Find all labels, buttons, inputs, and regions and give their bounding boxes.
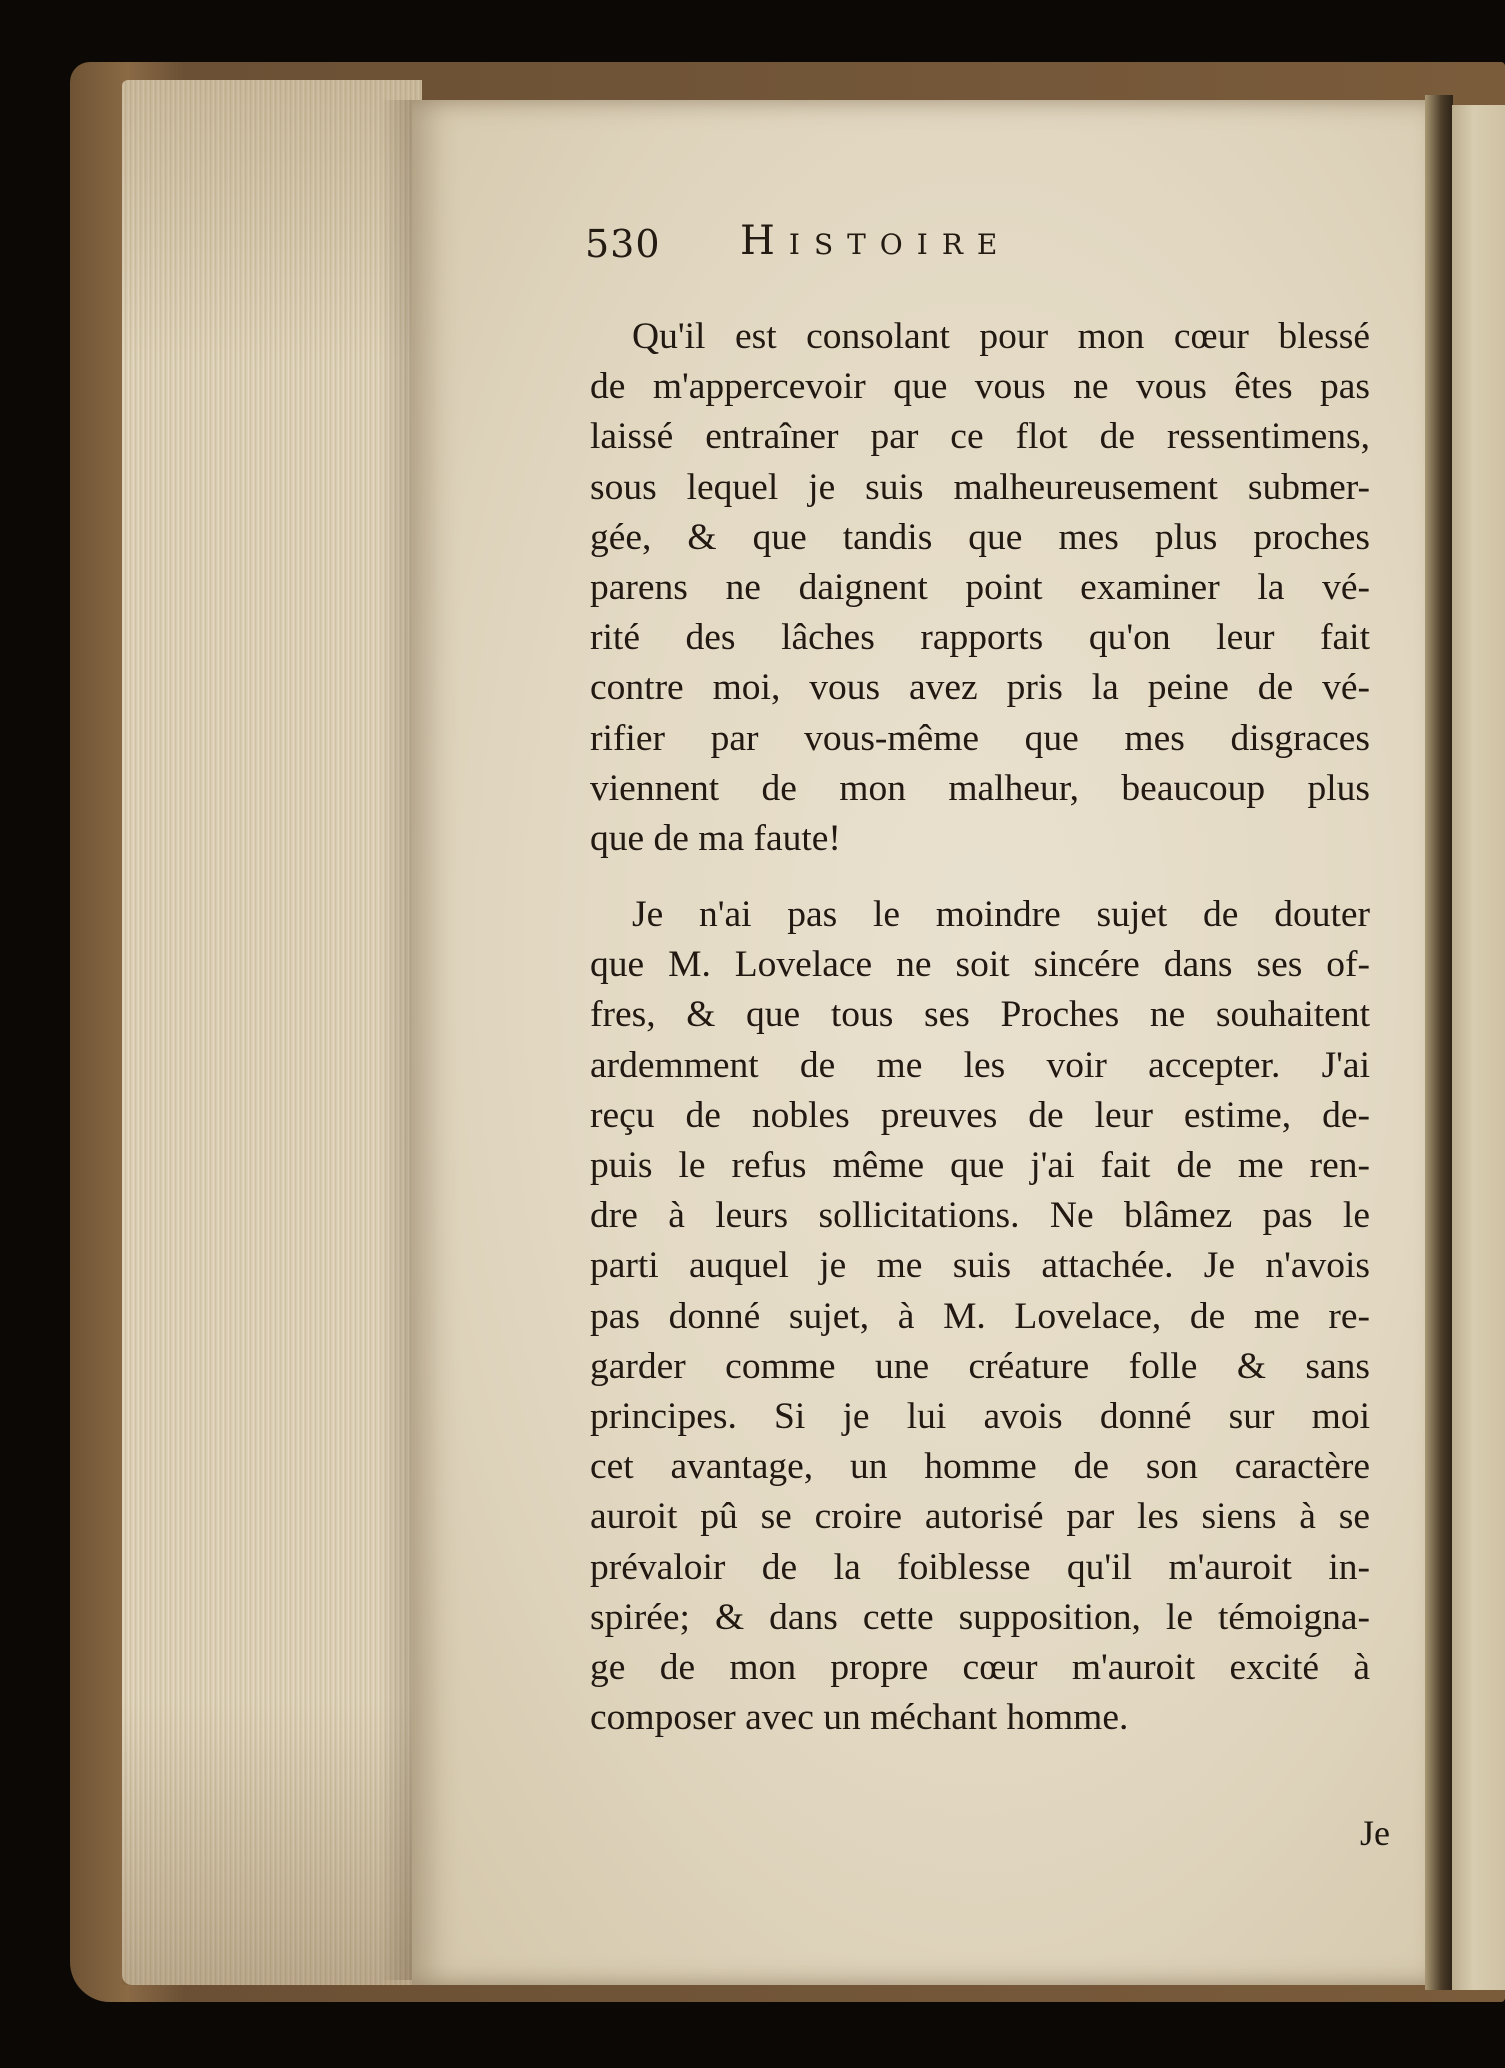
text-line: reçu de nobles preuves de leur estime, de-: [590, 1094, 1370, 1136]
text-line: parti auquel je me suis attachée. Je n'avois: [590, 1245, 1370, 1287]
text-line: laissé entraîner par ce flot de ressentimens,: [590, 416, 1370, 458]
text-line: pas donné sujet, à M. Lovelace, de me re-: [590, 1295, 1370, 1337]
running-title: Histoire: [740, 218, 1012, 264]
text-line: fres, & que tous ses Proches ne souhaitent: [590, 994, 1370, 1036]
page-edges: [122, 80, 422, 1985]
text-line: rifier par vous-même que mes disgraces: [590, 717, 1370, 759]
page-number: 530: [585, 222, 661, 266]
text-line: que M. Lovelace ne soit sincére dans ses of-: [590, 944, 1370, 986]
page-header: [585, 218, 1385, 278]
gutter: [1425, 95, 1453, 1990]
paragraph: [590, 890, 1370, 1743]
text-line: rité des lâches rapports qu'on leur fait: [590, 617, 1370, 659]
text-line: gée, & que tandis que mes plus proches: [590, 516, 1370, 558]
text-line: de m'appercevoir que vous ne vous êtes pas: [590, 366, 1370, 408]
text-line: sous lequel je suis malheureusement submer-: [590, 466, 1370, 508]
text-line: prévaloir de la foiblesse qu'il m'auroit in-: [590, 1546, 1370, 1588]
text-line: dre à leurs sollicitations. Ne blâmez pas le: [590, 1195, 1370, 1237]
text-line: Je n'ai pas le moindre sujet de douter: [632, 894, 1370, 936]
text-line: viennent de mon malheur, beaucoup plus: [590, 767, 1370, 809]
text-line: auroit pû se croire autorisé par les siens à se: [590, 1496, 1370, 1538]
text-line: composer avec un méchant homme.: [590, 1697, 1129, 1739]
text-line: ge de mon propre cœur m'auroit excité à: [590, 1646, 1370, 1688]
text-line: spirée; & dans cette supposition, le témoigna-: [590, 1596, 1370, 1638]
text-line: principes. Si je lui avois donné sur moi: [590, 1395, 1370, 1437]
text-line: contre moi, vous avez pris la peine de vé-: [590, 667, 1370, 709]
text-line: que de ma faute!: [590, 817, 841, 859]
catchword: Je: [1360, 1813, 1390, 1853]
text-line: cet avantage, un homme de son caractère: [590, 1446, 1370, 1488]
text-line: parens ne daignent point examiner la vé-: [590, 566, 1370, 608]
body-text: [590, 312, 1370, 1743]
text-line: garder comme une créature folle & sans: [590, 1345, 1370, 1387]
facing-page-edge: [1452, 105, 1505, 1990]
text-line: Qu'il est consolant pour mon cœur blessé: [632, 316, 1370, 357]
text-line: ardemment de me les voir accepter. J'ai: [590, 1044, 1370, 1086]
paragraph-gap: [590, 864, 1370, 890]
paragraph: [590, 312, 1370, 864]
text-line: puis le refus même que j'ai fait de me ren-: [590, 1145, 1370, 1186]
